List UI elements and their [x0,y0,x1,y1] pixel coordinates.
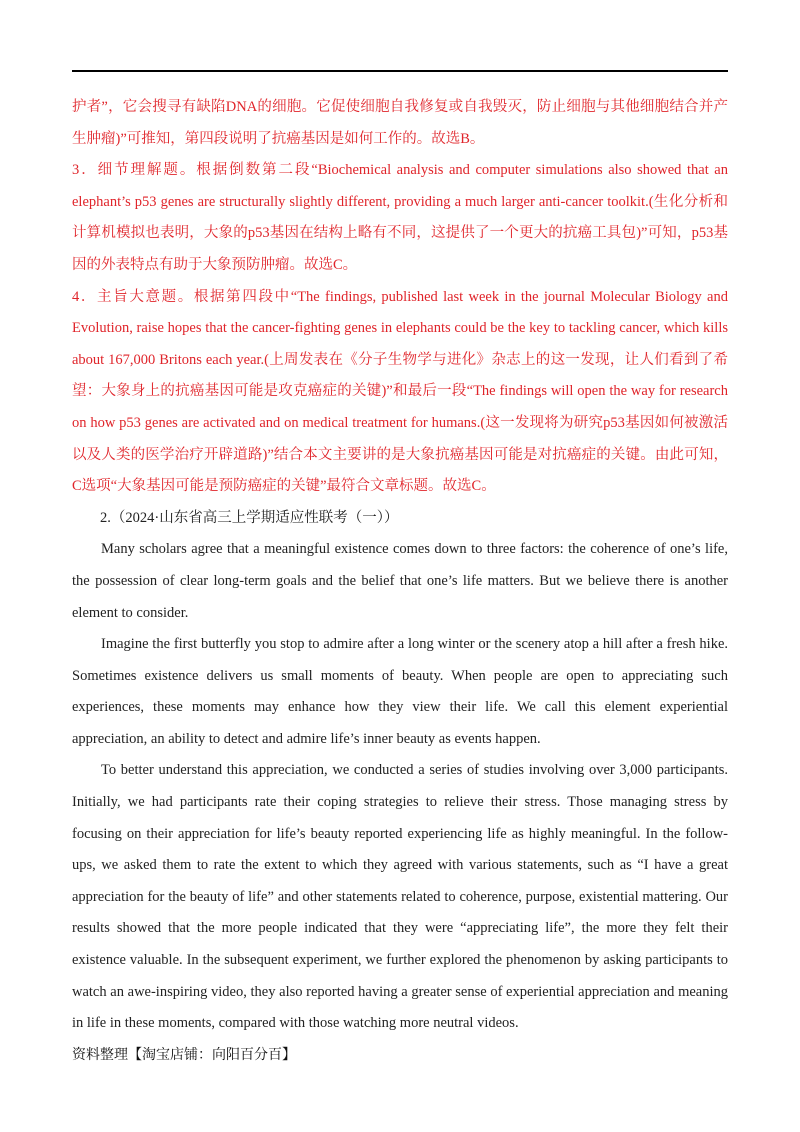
header-rule [72,70,728,72]
passage-paragraph-2: Imagine the first butterfly you stop to admire after a long winter or the scenery atop a hill after a fresh hike. Sometimes existence delivers us small moments of beauty. When people are open to appreciating such experiences, these moments may enhance how they view their life. We call this element experiential appreciation, an ability to detect and admire life’s inner beauty as events happen. [72,636,728,747]
answer-item-3: 3．细节理解题。根据倒数第二段“Biochemical analysis and computer simulations also showed that an elephant’s p53 genes are structurally slightly different, providing a much larger anti-cancer toolkit.(生化分析和计算机模拟也表明，大象的p53基因在结构上略有不同，这提供了一个更大的抗癌工具包)”可知，p53基因的外表特点有助于大象预防肿瘤。故选C。 [72,162,728,273]
answer-item-4: 4．主旨大意题。根据第四段中“The findings, published last week in the journal Molecular Biology and Evolution, raise hopes that the cancer-fighting genes in elephants could be the key to tackling cancer, which kills about 167,000 Britons each year.(上周发表在《分子生物学与进化》杂志上的这一发现，让人们看到了希望：大象身上的抗癌基因可能是攻克癌症的关键)”和最后一段“The findings will open the way for research on how p53 genes are activated and on medical treatment for humans.(这一发现将为研究p53基因如何被激活以及人类的医学治疗开辟道路)”结合本文主要讲的是大象抗癌基因可能是对抗癌症的关键。由此可知，C选项“大象基因可能是预防癌症的关键”最符合文章标题。故选C。 [72,288,728,495]
passage-paragraph-1: Many scholars agree that a meaningful existence comes down to three factors: the coherence of one’s life, the possession of clear long-term goals and the belief that one’s life matters. But we believe there is another element to consider. [72,541,728,621]
passage-paragraph-3: To better understand this appreciation, we conducted a series of studies involving over 3,000 participants. Initially, we had participants rate their coping strategies to relieve their stress. Those managing stress by focusing on their appreciation for life’s beauty reported experiencing life as highly meaningful. In the follow-ups, we asked them to rate the extent to which they agreed with various statements, such as “I have a great appreciation for the beauty of life” and other statements related to coherence, purpose, existential mattering. Our results showed that the more people indicated that they were “appreciating life”, the more they felt their existence valuable. In the subsequent experiment, we further explored the phenomenon by asking participants to watch an awe-inspiring video, they also reported having a greater sense of experiential appreciation and meaning in life in these moments, compared with those watching more neutral videos. [72,762,728,1032]
question-title: 2.（2024·山东省高三上学期适应性联考（一）） [100,509,399,526]
answer-continuation: 护者”，它会搜寻有缺陷DNA的细胞。它促使细胞自我修复或自我毁灭，防止细胞与其他细胞结合并产生肿瘤)”可推知，第四段说明了抗癌基因是如何工作的。故选B。 [72,99,728,147]
document-content [72,92,728,1040]
footer-note: 资料整理【淘宝店铺：向阳百分百】 [72,1047,296,1063]
document-page [72,0,728,1132]
